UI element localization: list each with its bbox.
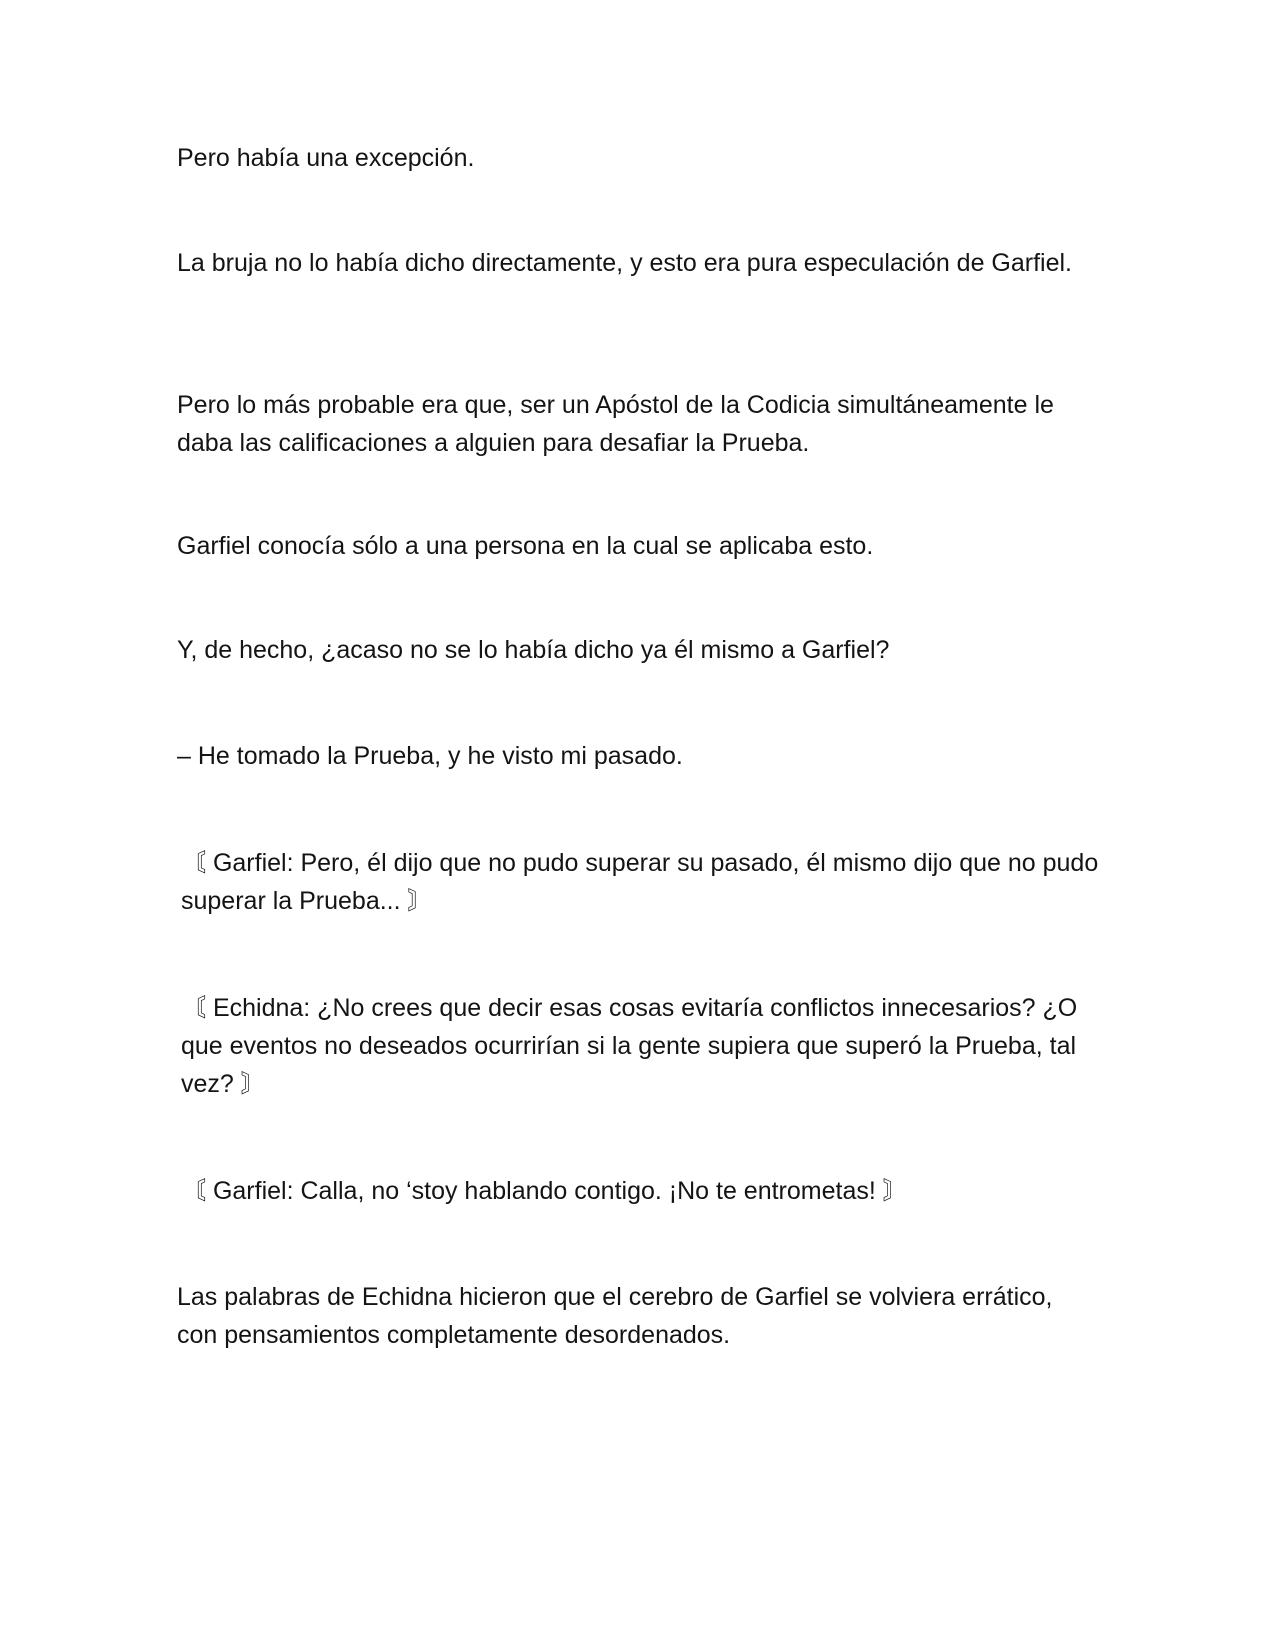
paragraph-echidna-words: Las palabras de Echidna hicieron que el cerebro de Garfiel se volviera errático, con pensamientos completamente desordenados. xyxy=(177,1283,1053,1349)
dialogue-garfiel-2: 〘 Garfiel: Calla, no ‘stoy hablando contigo. ¡No te entrometas! 〙 xyxy=(181,1177,908,1205)
paragraph-quote: – He tomado la Prueba, y he visto mi pasado. xyxy=(177,742,683,770)
paragraph-one-person: Garfiel conocía sólo a una persona en la cual se aplicaba esto. xyxy=(177,532,874,560)
paragraph-exception: Pero había una excepción. xyxy=(177,144,475,172)
dialogue-echidna: 〘 Echidna: ¿No crees que decir esas cosas evitaría conflictos innecesarios? ¿O que eventos no deseados ocurrirían si la gente supiera que superó la Prueba, tal vez? 〙 xyxy=(181,994,1078,1098)
paragraph-speculation: La bruja no lo había dicho directamente, y esto era pura especulación de Garfiel. xyxy=(177,249,1072,277)
dialogue-garfiel-1: 〘 Garfiel: Pero, él dijo que no pudo superar su pasado, él mismo dijo que no pudo superar la Prueba... 〙 xyxy=(181,849,1099,915)
paragraph-greed-apostle: Pero lo más probable era que, ser un Apóstol de la Codicia simultáneamente le daba las calificaciones a alguien para desafiar la Prueba. xyxy=(177,391,1054,457)
paragraph-question: Y, de hecho, ¿acaso no se lo había dicho ya él mismo a Garfiel? xyxy=(177,636,890,664)
